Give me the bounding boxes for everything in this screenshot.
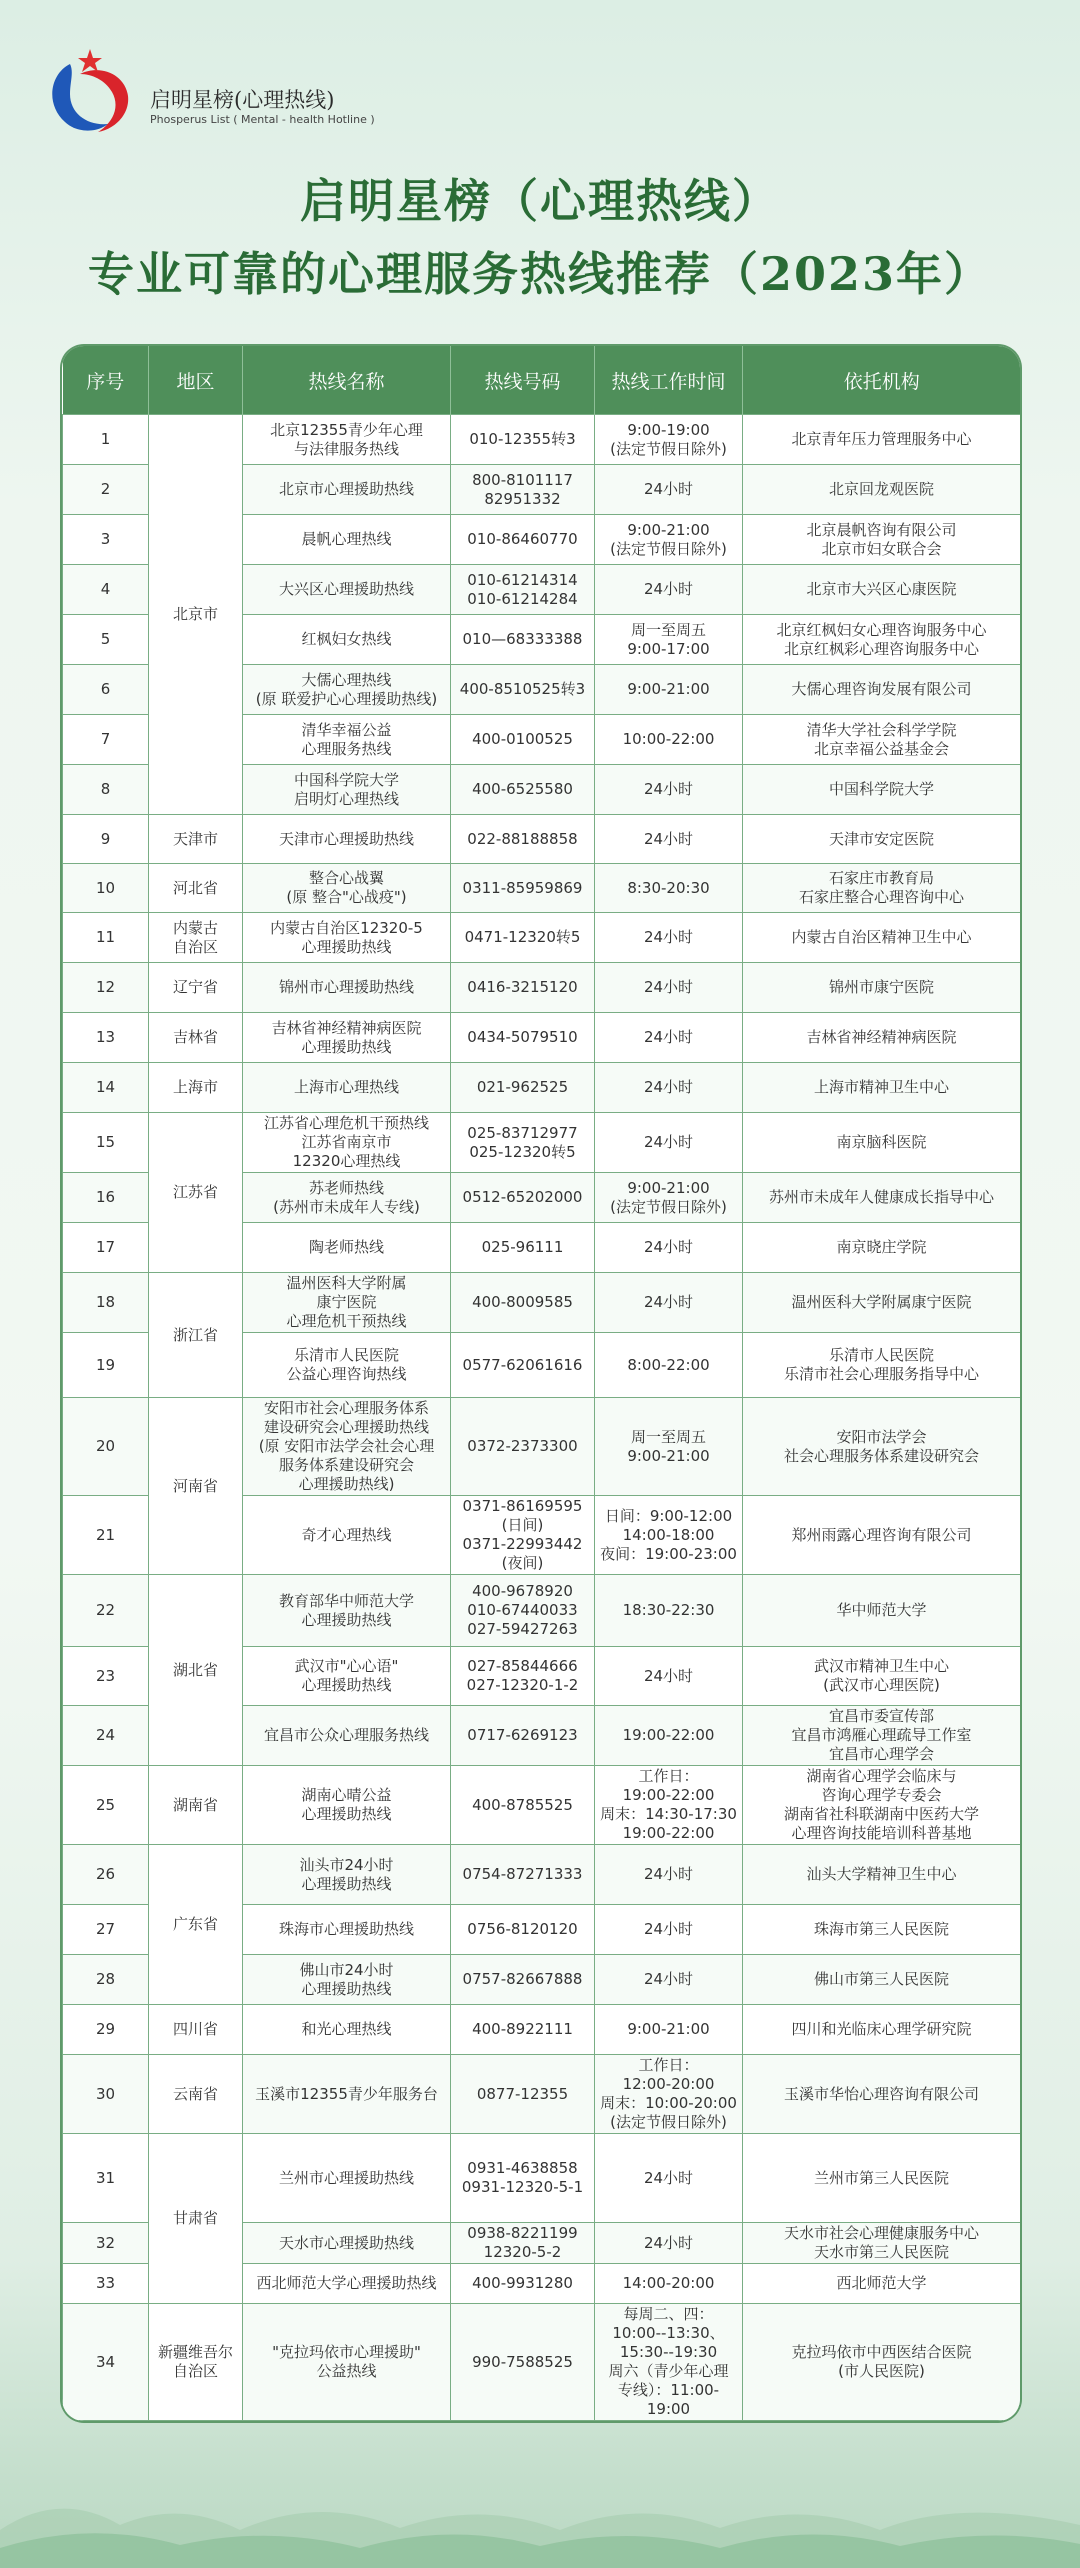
cell-org: 佛山市第三人民医院 — [743, 1955, 1021, 2005]
cell-no: 23 — [63, 1647, 149, 1706]
cell-region: 云南省 — [149, 2055, 243, 2134]
cell-phone: 0434-5079510 — [451, 1013, 595, 1063]
table-row — [63, 1845, 1021, 1905]
cell-hours: 24小时 — [595, 765, 743, 815]
table-row — [63, 1398, 1021, 1496]
cell-org: 珠海市第三人民医院 — [743, 1905, 1021, 1955]
brand-logo-icon — [40, 44, 150, 139]
cell-org: 南京脑科医院 — [743, 1113, 1021, 1173]
cell-no: 33 — [63, 2264, 149, 2304]
cell-hours: 24小时 — [595, 1273, 743, 1333]
cell-org: 北京市大兴区心康医院 — [743, 565, 1021, 615]
cell-org: 吉林省神经精神病医院 — [743, 1013, 1021, 1063]
cell-hotline-name: 奇才心理热线 — [243, 1496, 451, 1575]
cell-hours: 工作日： 19:00-22:00 周末：14:30-17:30 19:00-22:00 — [595, 1766, 743, 1845]
cell-region: 甘肃省 — [149, 2134, 243, 2304]
cell-hours: 24小时 — [595, 1063, 743, 1113]
cell-phone: 990-7588525 — [451, 2304, 595, 2421]
cell-phone: 0371-86169595 (日间) 0371-22993442 (夜间) — [451, 1496, 595, 1575]
cell-phone: 0311-85959869 — [451, 864, 595, 913]
cell-phone: 0577-62061616 — [451, 1333, 595, 1398]
cell-no: 20 — [63, 1398, 149, 1496]
cell-no: 26 — [63, 1845, 149, 1905]
cell-phone: 400-8009585 — [451, 1273, 595, 1333]
cell-org: 上海市精神卫生中心 — [743, 1063, 1021, 1113]
cell-phone: 0512-65202000 — [451, 1173, 595, 1223]
cell-region: 上海市 — [149, 1063, 243, 1113]
header-org: 依托机构 — [743, 346, 1021, 415]
cell-hotline-name: 天津市心理援助热线 — [243, 815, 451, 864]
cell-phone: 400-0100525 — [451, 715, 595, 765]
cell-hotline-name: 清华幸福公益 心理服务热线 — [243, 715, 451, 765]
cell-hours: 8:00-22:00 — [595, 1333, 743, 1398]
cell-hotline-name: 乐清市人民医院 公益心理咨询热线 — [243, 1333, 451, 1398]
cell-hotline-name: 苏老师热线 (苏州市未成年人专线) — [243, 1173, 451, 1223]
cell-phone: 0877-12355 — [451, 2055, 595, 2134]
cell-hours: 24小时 — [595, 2134, 743, 2223]
table-header-row — [63, 346, 1021, 415]
table-row — [63, 1013, 1021, 1063]
cell-hotline-name: 晨帆心理热线 — [243, 515, 451, 565]
cell-phone: 0754-87271333 — [451, 1845, 595, 1905]
cell-hotline-name: 大儒心理热线 (原 联爱护心心理援助热线) — [243, 665, 451, 715]
cell-no: 31 — [63, 2134, 149, 2223]
cell-hotline-name: 汕头市24小时 心理援助热线 — [243, 1845, 451, 1905]
cell-hotline-name: "克拉玛依市心理援助" 公益热线 — [243, 2304, 451, 2421]
cell-phone: 010—68333388 — [451, 615, 595, 665]
cell-org: 南京晓庄学院 — [743, 1223, 1021, 1273]
cell-org: 天水市社会心理健康服务中心 天水市第三人民医院 — [743, 2223, 1021, 2264]
cell-hotline-name: 陶老师热线 — [243, 1223, 451, 1273]
cell-phone: 0756-8120120 — [451, 1905, 595, 1955]
cell-hotline-name: 大兴区心理援助热线 — [243, 565, 451, 615]
cell-hotline-name: 红枫妇女热线 — [243, 615, 451, 665]
cell-region: 吉林省 — [149, 1013, 243, 1063]
cell-no: 27 — [63, 1905, 149, 1955]
header-no: 序号 — [63, 346, 149, 415]
cell-no: 11 — [63, 913, 149, 963]
cell-hotline-name: 兰州市心理援助热线 — [243, 2134, 451, 2223]
cell-org: 天津市安定医院 — [743, 815, 1021, 864]
cell-region: 北京市 — [149, 415, 243, 815]
cell-org: 克拉玛依市中西医结合医院 (市人民医院) — [743, 2304, 1021, 2421]
table-row — [63, 963, 1021, 1013]
cell-hours: 9:00-21:00 — [595, 665, 743, 715]
cell-hours: 24小时 — [595, 2223, 743, 2264]
table-row — [63, 2304, 1021, 2421]
cell-no: 18 — [63, 1273, 149, 1333]
cell-no: 19 — [63, 1333, 149, 1398]
cell-hours: 24小时 — [595, 963, 743, 1013]
cell-region: 内蒙古 自治区 — [149, 913, 243, 963]
cell-hours: 18:30-22:30 — [595, 1575, 743, 1647]
page-title: 启明星榜（心理热线） — [300, 174, 780, 228]
cell-org: 苏州市未成年人健康成长指导中心 — [743, 1173, 1021, 1223]
cell-hotline-name: 天水市心理援助热线 — [243, 2223, 451, 2264]
table-row — [63, 2134, 1021, 2223]
table-row — [63, 415, 1021, 465]
cell-phone: 0931-4638858 0931-12320-5-1 — [451, 2134, 595, 2223]
cell-org: 汕头大学精神卫生中心 — [743, 1845, 1021, 1905]
cell-org: 乐清市人民医院 乐清市社会心理服务指导中心 — [743, 1333, 1021, 1398]
cell-org: 温州医科大学附属康宁医院 — [743, 1273, 1021, 1333]
cell-region: 四川省 — [149, 2005, 243, 2055]
brand-name: 启明星榜(心理热线) — [150, 88, 335, 112]
cell-phone: 0938-8221199 12320-5-2 — [451, 2223, 595, 2264]
cell-org: 兰州市第三人民医院 — [743, 2134, 1021, 2223]
cell-hours: 日间：9:00-12:00 14:00-18:00 夜间：19:00-23:00 — [595, 1496, 743, 1575]
table-row — [63, 913, 1021, 963]
cell-region: 河南省 — [149, 1398, 243, 1575]
cell-no: 16 — [63, 1173, 149, 1223]
cell-org: 玉溪市华怡心理咨询有限公司 — [743, 2055, 1021, 2134]
cell-hotline-name: 安阳市社会心理服务体系 建设研究会心理援助热线 (原 安阳市法学会社会心理 服务体系建设研究会 心理援助热线) — [243, 1398, 451, 1496]
cell-hours: 24小时 — [595, 1113, 743, 1173]
cell-hotline-name: 吉林省神经精神病医院 心理援助热线 — [243, 1013, 451, 1063]
cell-org: 石家庄市教育局 石家庄整合心理咨询中心 — [743, 864, 1021, 913]
cell-no: 22 — [63, 1575, 149, 1647]
header-phone: 热线号码 — [451, 346, 595, 415]
cell-no: 2 — [63, 465, 149, 515]
cell-org: 宜昌市委宣传部 宜昌市鸿雁心理疏导工作室 宜昌市心理学会 — [743, 1706, 1021, 1766]
cell-no: 21 — [63, 1496, 149, 1575]
cell-hours: 24小时 — [595, 1955, 743, 2005]
cell-phone: 0757-82667888 — [451, 1955, 595, 2005]
cell-hours: 9:00-19:00 (法定节假日除外) — [595, 415, 743, 465]
cell-hotline-name: 锦州市心理援助热线 — [243, 963, 451, 1013]
cell-phone: 010-86460770 — [451, 515, 595, 565]
cell-org: 西北师范大学 — [743, 2264, 1021, 2304]
cell-org: 北京红枫妇女心理咨询服务中心 北京红枫彩心理咨询服务中心 — [743, 615, 1021, 665]
cell-org: 北京青年压力管理服务中心 — [743, 415, 1021, 465]
cell-region: 新疆维吾尔 自治区 — [149, 2304, 243, 2421]
grass-decoration — [0, 2470, 1080, 2568]
cell-phone: 0416-3215120 — [451, 963, 595, 1013]
cell-no: 10 — [63, 864, 149, 913]
cell-hours: 24小时 — [595, 1647, 743, 1706]
cell-hotline-name: 珠海市心理援助热线 — [243, 1905, 451, 1955]
brand-name-en: Phosperus List ( Mental - health Hotline ) — [150, 113, 375, 126]
cell-hotline-name: 佛山市24小时 心理援助热线 — [243, 1955, 451, 2005]
cell-hours: 24小时 — [595, 1223, 743, 1273]
cell-hotline-name: 中国科学院大学 启明灯心理热线 — [243, 765, 451, 815]
cell-phone: 400-9678920 010-67440033 027-59427263 — [451, 1575, 595, 1647]
cell-hotline-name: 和光心理热线 — [243, 2005, 451, 2055]
cell-phone: 400-9931280 — [451, 2264, 595, 2304]
cell-org: 北京回龙观医院 — [743, 465, 1021, 515]
hotline-table-container — [62, 346, 1020, 2421]
cell-no: 13 — [63, 1013, 149, 1063]
cell-org: 大儒心理咨询发展有限公司 — [743, 665, 1021, 715]
cell-region: 广东省 — [149, 1845, 243, 2005]
header-region: 地区 — [149, 346, 243, 415]
cell-hours: 24小时 — [595, 1013, 743, 1063]
cell-phone: 400-6525580 — [451, 765, 595, 815]
cell-no: 32 — [63, 2223, 149, 2264]
cell-region: 湖北省 — [149, 1575, 243, 1766]
cell-hotline-name: 江苏省心理危机干预热线 江苏省南京市 12320心理热线 — [243, 1113, 451, 1173]
cell-phone: 800-8101117 82951332 — [451, 465, 595, 515]
cell-hours: 19:00-22:00 — [595, 1706, 743, 1766]
cell-hours: 24小时 — [595, 913, 743, 963]
table-row — [63, 2005, 1021, 2055]
table-row — [63, 1575, 1021, 1647]
table-row — [63, 1113, 1021, 1173]
cell-org: 湖南省心理学会临床与 咨询心理学专委会 湖南省社科联湖南中医药大学 心理咨询技能培训科普基地 — [743, 1766, 1021, 1845]
cell-phone: 0471-12320转5 — [451, 913, 595, 963]
cell-hours: 24小时 — [595, 1905, 743, 1955]
cell-no: 25 — [63, 1766, 149, 1845]
header-name: 热线名称 — [243, 346, 451, 415]
cell-no: 28 — [63, 1955, 149, 2005]
cell-phone: 025-96111 — [451, 1223, 595, 1273]
cell-hotline-name: 北京12355青少年心理 与法律服务热线 — [243, 415, 451, 465]
cell-hours: 10:00-22:00 — [595, 715, 743, 765]
cell-org: 华中师范大学 — [743, 1575, 1021, 1647]
cell-phone: 025-83712977 025-12320转5 — [451, 1113, 595, 1173]
cell-hotline-name: 西北师范大学心理援助热线 — [243, 2264, 451, 2304]
cell-hours: 工作日： 12:00-20:00 周末：10:00-20:00 (法定节假日除外) — [595, 2055, 743, 2134]
cell-hours: 周一至周五 9:00-17:00 — [595, 615, 743, 665]
cell-org: 锦州市康宁医院 — [743, 963, 1021, 1013]
table-row — [63, 2055, 1021, 2134]
cell-hours: 14:00-20:00 — [595, 2264, 743, 2304]
cell-hours: 24小时 — [595, 1845, 743, 1905]
cell-no: 34 — [63, 2304, 149, 2421]
cell-phone: 021-962525 — [451, 1063, 595, 1113]
cell-no: 17 — [63, 1223, 149, 1273]
cell-hours: 9:00-21:00 (法定节假日除外) — [595, 1173, 743, 1223]
cell-hotline-name: 宜昌市公众心理服务热线 — [243, 1706, 451, 1766]
cell-phone: 400-8922111 — [451, 2005, 595, 2055]
cell-no: 4 — [63, 565, 149, 615]
cell-hotline-name: 内蒙古自治区12320-5 心理援助热线 — [243, 913, 451, 963]
header-hours: 热线工作时间 — [595, 346, 743, 415]
cell-hotline-name: 武汉市"心心语" 心理援助热线 — [243, 1647, 451, 1706]
page-subtitle: 专业可靠的心理服务热线推荐（2023年） — [87, 247, 993, 301]
cell-no: 30 — [63, 2055, 149, 2134]
cell-no: 8 — [63, 765, 149, 815]
cell-phone: 400-8785525 — [451, 1766, 595, 1845]
cell-org: 清华大学社会科学学院 北京幸福公益基金会 — [743, 715, 1021, 765]
table-row — [63, 1063, 1021, 1113]
cell-region: 浙江省 — [149, 1273, 243, 1398]
table-row — [63, 1766, 1021, 1845]
cell-hours: 周一至周五 9:00-21:00 — [595, 1398, 743, 1496]
cell-phone: 027-85844666 027-12320-1-2 — [451, 1647, 595, 1706]
cell-hotline-name: 玉溪市12355青少年服务台 — [243, 2055, 451, 2134]
cell-no: 29 — [63, 2005, 149, 2055]
cell-org: 武汉市精神卫生中心 (武汉市心理医院) — [743, 1647, 1021, 1706]
cell-phone: 010-12355转3 — [451, 415, 595, 465]
cell-phone: 400-8510525转3 — [451, 665, 595, 715]
cell-hotline-name: 教育部华中师范大学 心理援助热线 — [243, 1575, 451, 1647]
table-row — [63, 1273, 1021, 1333]
cell-no: 9 — [63, 815, 149, 864]
cell-hours: 9:00-21:00 — [595, 2005, 743, 2055]
cell-hotline-name: 湖南心晴公益 心理援助热线 — [243, 1766, 451, 1845]
cell-no: 14 — [63, 1063, 149, 1113]
cell-hours: 8:30-20:30 — [595, 864, 743, 913]
cell-org: 安阳市法学会 社会心理服务体系建设研究会 — [743, 1398, 1021, 1496]
cell-hours: 9:00-21:00 (法定节假日除外) — [595, 515, 743, 565]
cell-no: 24 — [63, 1706, 149, 1766]
cell-no: 1 — [63, 415, 149, 465]
cell-no: 7 — [63, 715, 149, 765]
cell-hotline-name: 北京市心理援助热线 — [243, 465, 451, 515]
cell-hotline-name: 整合心战翼 (原 整合"心战疫") — [243, 864, 451, 913]
cell-hours: 24小时 — [595, 465, 743, 515]
cell-phone: 022-88188858 — [451, 815, 595, 864]
cell-region: 江苏省 — [149, 1113, 243, 1273]
cell-region: 河北省 — [149, 864, 243, 913]
cell-no: 6 — [63, 665, 149, 715]
table-row — [63, 815, 1021, 864]
cell-no: 12 — [63, 963, 149, 1013]
cell-org: 郑州雨露心理咨询有限公司 — [743, 1496, 1021, 1575]
cell-region: 天津市 — [149, 815, 243, 864]
cell-no: 5 — [63, 615, 149, 665]
cell-region: 辽宁省 — [149, 963, 243, 1013]
cell-region: 湖南省 — [149, 1766, 243, 1845]
table-row — [63, 864, 1021, 913]
cell-phone: 0717-6269123 — [451, 1706, 595, 1766]
cell-org: 北京晨帆咨询有限公司 北京市妇女联合会 — [743, 515, 1021, 565]
cell-hours: 24小时 — [595, 565, 743, 615]
cell-hours: 24小时 — [595, 815, 743, 864]
cell-phone: 010-61214314 010-61214284 — [451, 565, 595, 615]
cell-org: 中国科学院大学 — [743, 765, 1021, 815]
cell-org: 四川和光临床心理学研究院 — [743, 2005, 1021, 2055]
cell-no: 3 — [63, 515, 149, 565]
cell-phone: 0372-2373300 — [451, 1398, 595, 1496]
hotline-table — [62, 346, 1020, 2421]
cell-hotline-name: 温州医科大学附属 康宁医院 心理危机干预热线 — [243, 1273, 451, 1333]
cell-hotline-name: 上海市心理热线 — [243, 1063, 451, 1113]
cell-org: 内蒙古自治区精神卫生中心 — [743, 913, 1021, 963]
cell-no: 15 — [63, 1113, 149, 1173]
cell-hours: 每周二、四： 10:00--13:30、 15:30--19:30 周六（青少年心理 专线）：11:00-19:00 — [595, 2304, 743, 2421]
